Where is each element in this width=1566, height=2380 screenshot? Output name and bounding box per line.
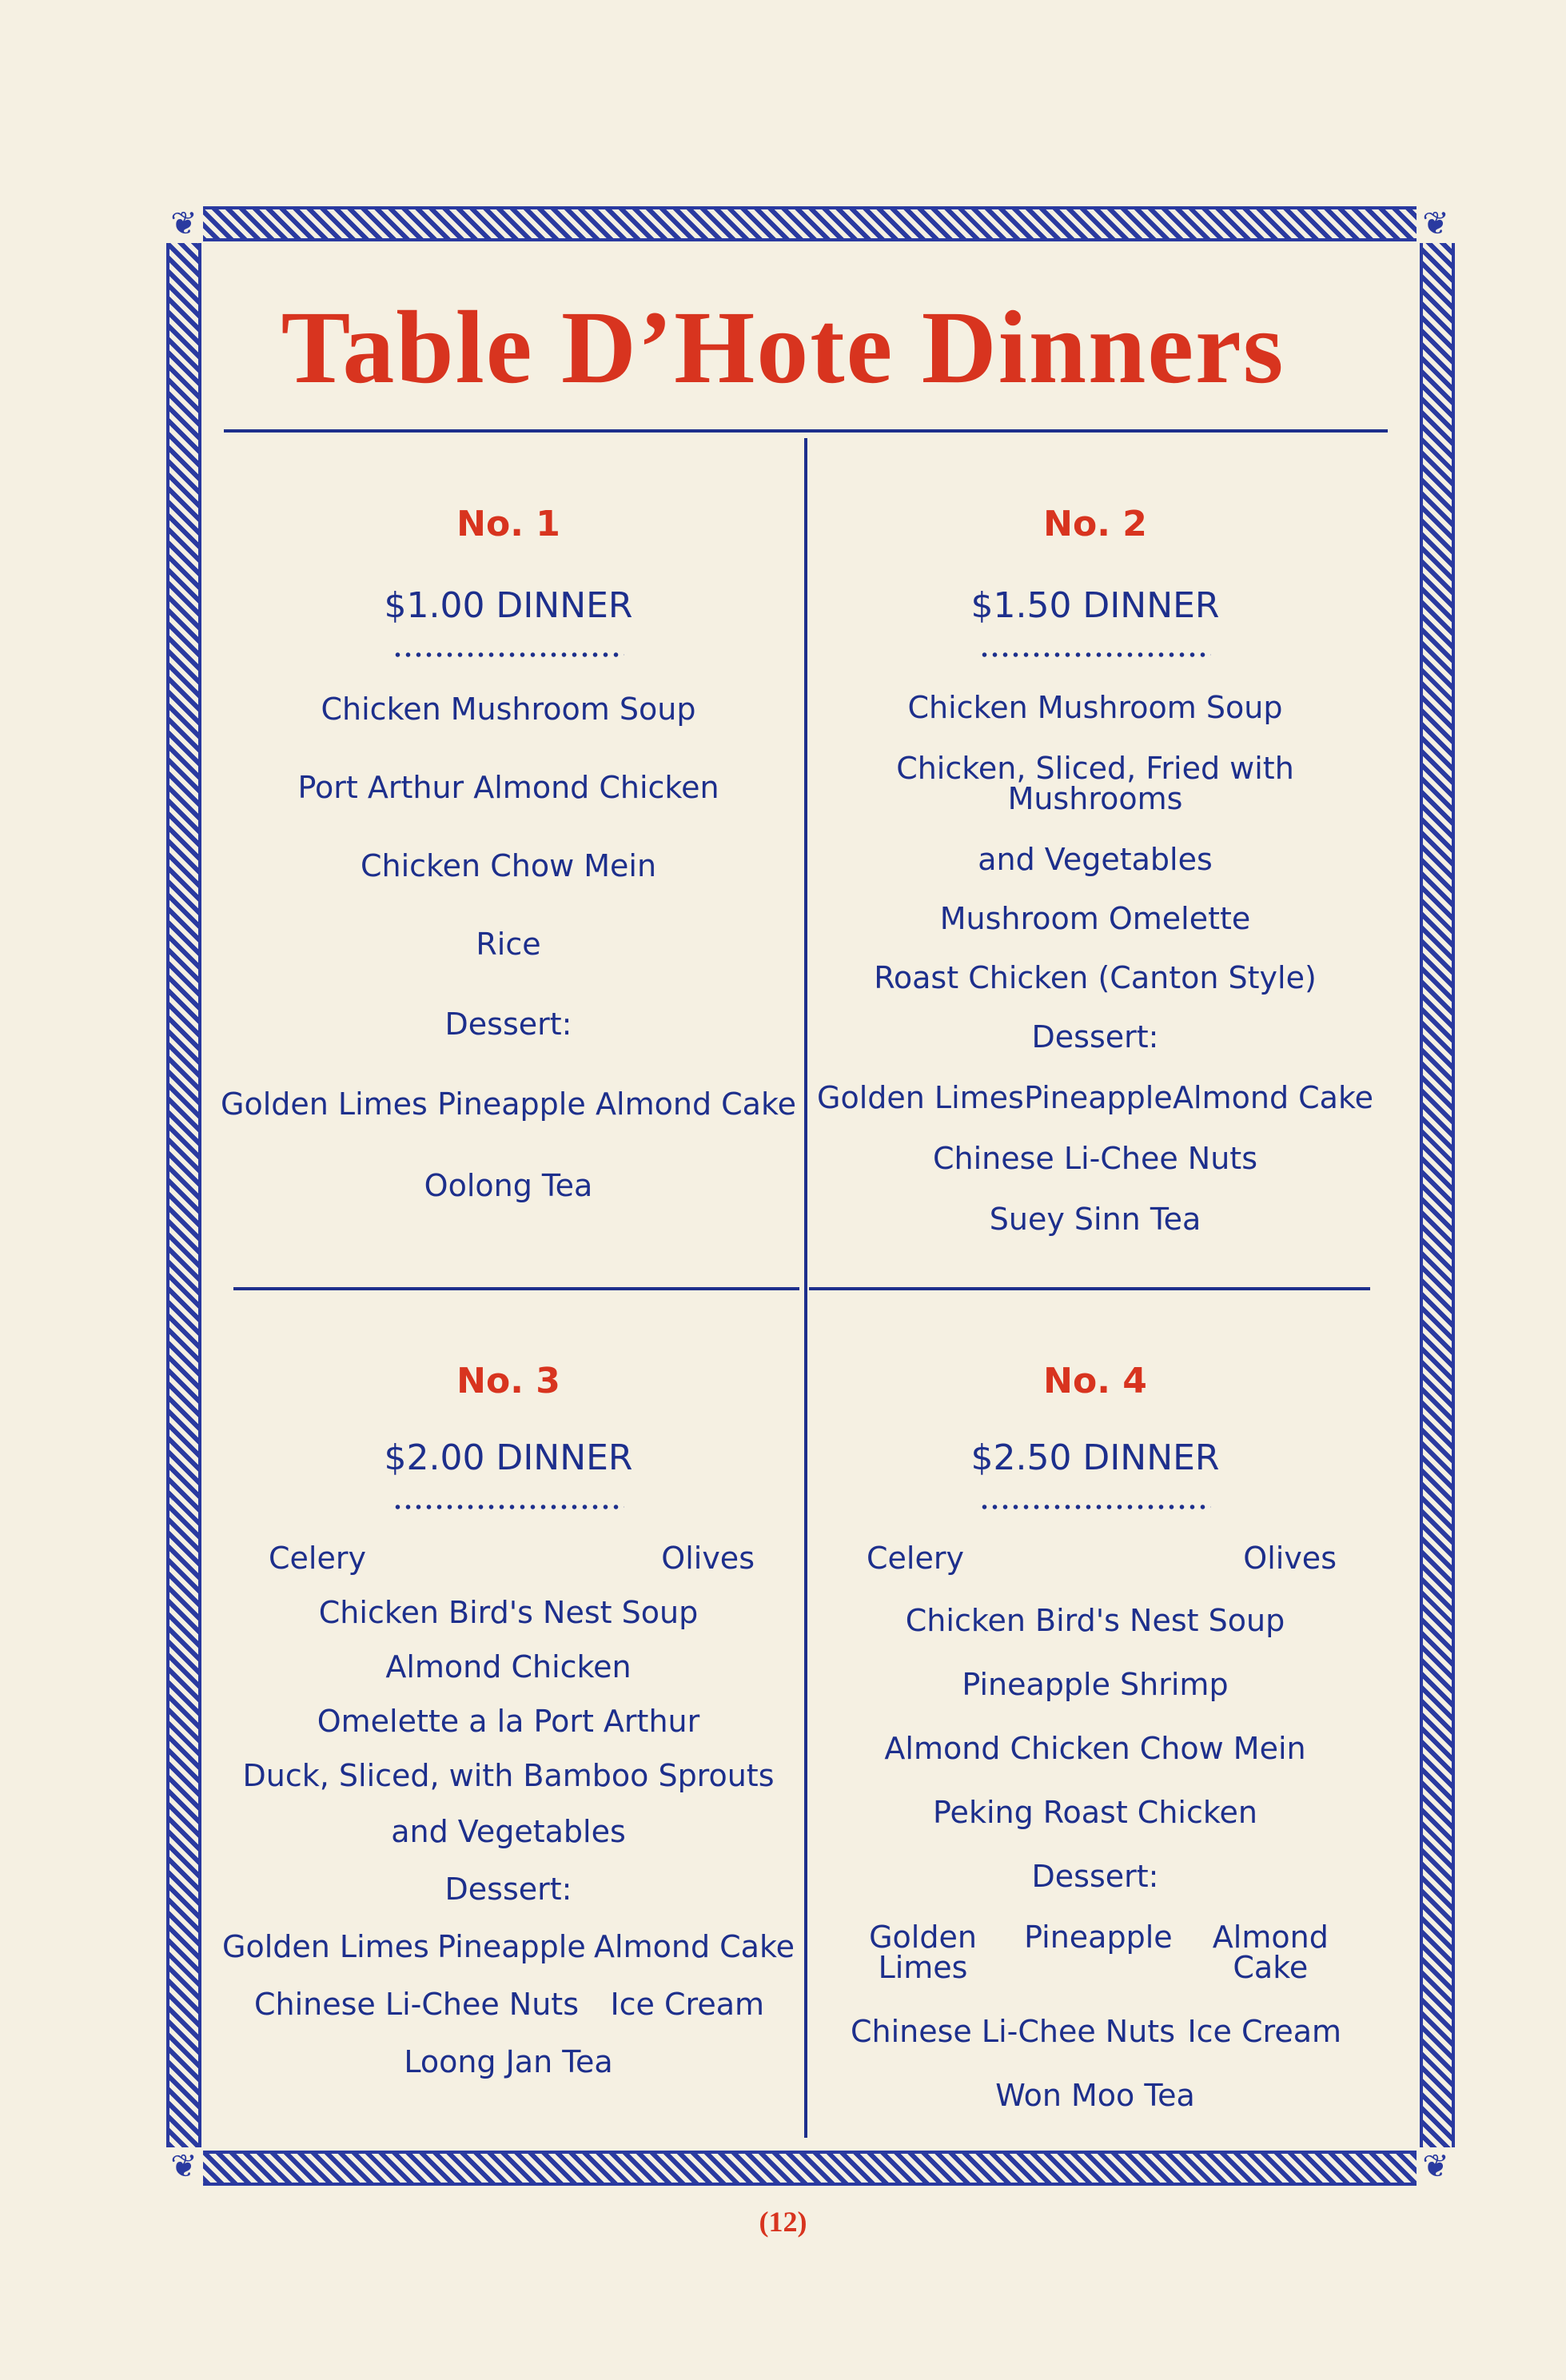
tea: Won Moo Tea xyxy=(995,2078,1195,2113)
menu-item: Olives xyxy=(661,1541,755,1576)
dessert-item: Chinese Li-Chee Nuts xyxy=(254,1987,579,2022)
menu-item: Duck, Sliced, with Bamboo Sprouts xyxy=(242,1758,775,1793)
dessert-item: Pineapple xyxy=(1024,1920,1173,1955)
relish-row xyxy=(216,1541,801,1576)
dessert-item: Chinese Li-Chee Nuts xyxy=(851,2014,1175,2049)
menu-item: Chicken Bird's Nest Soup xyxy=(905,1603,1285,1638)
dessert-item: Golden Limes xyxy=(221,1086,428,1122)
tea: Suey Sinn Tea xyxy=(989,1202,1201,1237)
menu-item: and Vegetables xyxy=(391,1814,626,1849)
dessert-item: Pineapple xyxy=(1024,1080,1173,1115)
row-divider-right xyxy=(809,1287,1370,1290)
dessert-item: Almond Cake xyxy=(596,1086,796,1122)
menu-item: Almond Chicken xyxy=(385,1649,632,1684)
corner-ornament-icon: ❦ xyxy=(1417,2147,1455,2186)
relish-row xyxy=(811,1541,1380,1576)
dinner-price: $2.50 DINNER xyxy=(970,1437,1220,1478)
dessert-item: Pineapple xyxy=(437,1086,586,1122)
menu-item: Chicken Mushroom Soup xyxy=(907,690,1283,725)
menu-item: Celery xyxy=(269,1541,366,1576)
dessert-item: Ice Cream xyxy=(610,1987,764,2022)
menu-item: Celery xyxy=(867,1541,964,1576)
menu-item: Roast Chicken (Canton Style) xyxy=(874,960,1317,995)
menu-item: and Vegetables xyxy=(978,842,1213,877)
dinner-2 xyxy=(811,504,1380,1237)
corner-ornament-icon: ❦ xyxy=(1417,205,1455,243)
dessert-heading: Dessert: xyxy=(1031,1859,1159,1894)
dinner-price: $1.00 DINNER xyxy=(384,585,633,626)
menu-item: Almond Chicken Chow Mein xyxy=(884,1731,1306,1766)
column-divider xyxy=(804,438,807,2138)
menu-item: Chicken Chow Mein xyxy=(360,848,657,883)
extra-row xyxy=(811,2016,1380,2047)
dotted-divider xyxy=(979,1505,1211,1509)
dinner-number: No. 3 xyxy=(456,1361,560,1401)
dessert-item: Ice Cream xyxy=(1187,2014,1341,2049)
dessert-item: Golden Limes xyxy=(869,1920,977,1985)
dotted-divider xyxy=(392,652,624,657)
dotted-divider xyxy=(392,1505,624,1509)
menu-item: Pineapple Shrimp xyxy=(962,1667,1229,1702)
dessert-row xyxy=(811,1922,1380,1983)
dinner-1 xyxy=(216,504,801,1203)
dessert-item: Golden Limes xyxy=(817,1080,1024,1115)
dinner-price: $2.00 DINNER xyxy=(384,1437,633,1478)
tea: Loong Jan Tea xyxy=(404,2044,613,2079)
tea: Oolong Tea xyxy=(424,1168,593,1203)
dessert-row xyxy=(216,1929,801,1964)
extra-row xyxy=(216,1987,801,2022)
dessert-row xyxy=(216,1086,801,1122)
page-number: (12) xyxy=(759,2206,807,2238)
dessert-heading: Dessert: xyxy=(444,1872,572,1907)
menu-item: Chicken Mushroom Soup xyxy=(321,692,696,727)
dotted-divider xyxy=(979,652,1211,657)
menu-item: Olives xyxy=(1243,1541,1337,1576)
corner-ornament-icon: ❦ xyxy=(165,2147,203,2186)
menu-item: Chicken, Sliced, Fried with Mushrooms xyxy=(896,751,1294,816)
menu-item: Chicken Bird's Nest Soup xyxy=(318,1595,699,1630)
dessert-item: Golden Limes xyxy=(222,1929,429,1964)
dinner-price: $1.50 DINNER xyxy=(970,585,1220,626)
menu-item: Chinese Li-Chee Nuts xyxy=(933,1141,1257,1176)
dessert-row xyxy=(811,1082,1380,1113)
dessert-item: Almond Cake xyxy=(1212,1920,1329,1985)
dessert-heading: Dessert: xyxy=(1031,1019,1159,1054)
title-divider xyxy=(224,429,1388,433)
menu-item: Peking Roast Chicken xyxy=(933,1795,1257,1830)
dinner-4 xyxy=(811,1361,1380,2113)
menu-item: Rice xyxy=(476,927,541,962)
menu-item: Port Arthur Almond Chicken xyxy=(297,770,719,805)
dinner-number: No. 2 xyxy=(1043,504,1147,544)
dinner-number: No. 1 xyxy=(456,504,560,544)
dessert-heading: Dessert: xyxy=(444,1007,572,1042)
dinner-number: No. 4 xyxy=(1043,1361,1147,1401)
dinner-3 xyxy=(216,1361,801,2079)
row-divider-left xyxy=(233,1287,799,1290)
page-title: Table D’Hote Dinners xyxy=(281,290,1285,405)
menu-item: Mushroom Omelette xyxy=(939,901,1251,936)
dessert-item: Pineapple xyxy=(437,1929,586,1964)
corner-ornament-icon: ❦ xyxy=(165,205,203,243)
dessert-item: Almond Cake xyxy=(594,1929,795,1964)
menu-item: Omelette a la Port Arthur xyxy=(317,1704,700,1739)
dessert-item: Almond Cake xyxy=(1173,1080,1373,1115)
